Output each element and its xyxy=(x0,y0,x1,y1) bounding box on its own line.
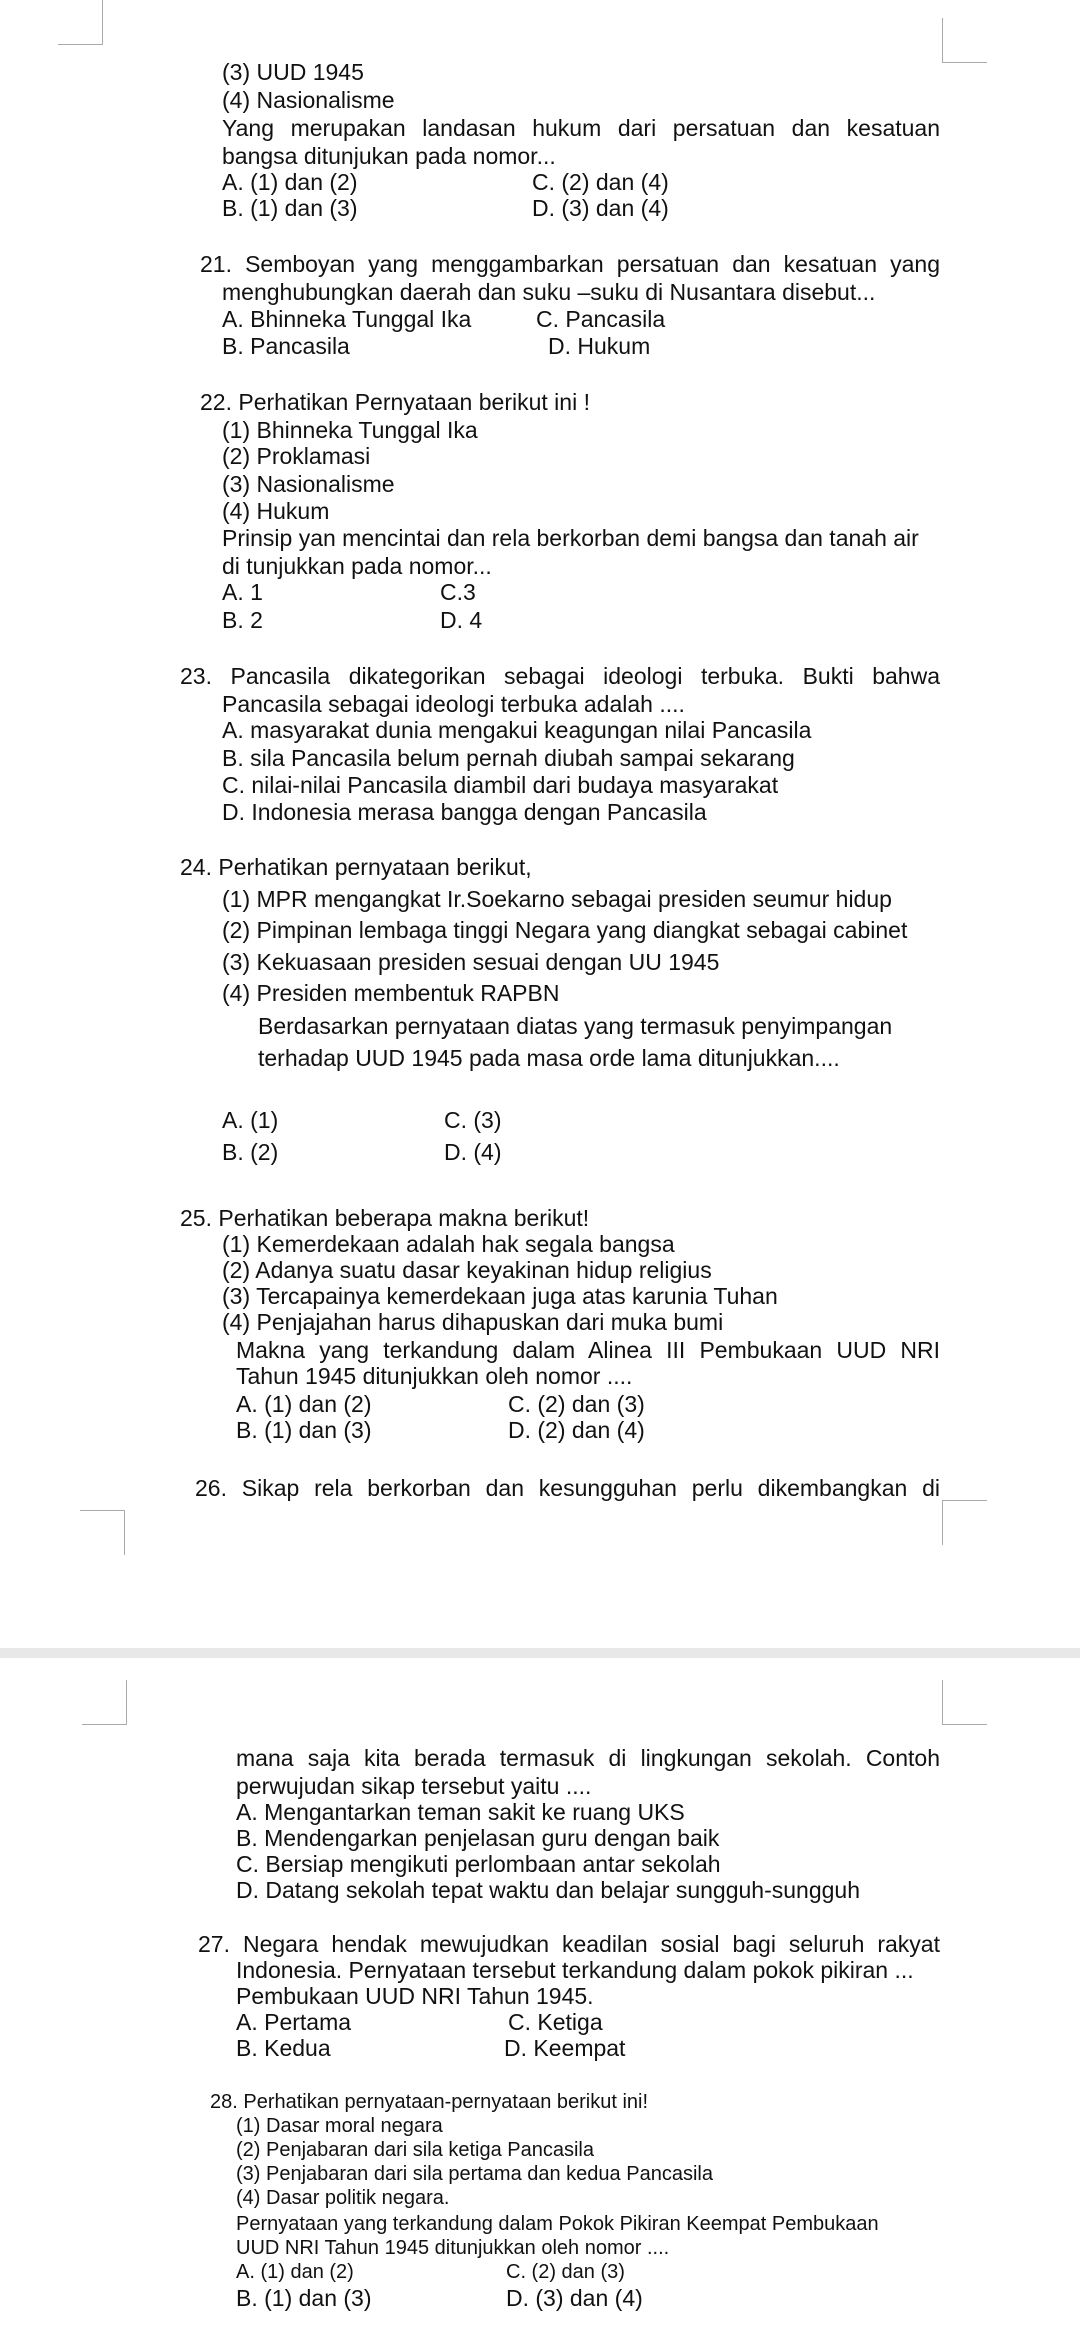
option-a[interactable]: A. (1) xyxy=(222,1107,279,1133)
option-c[interactable]: C. Pancasila xyxy=(536,306,666,332)
option-b[interactable]: B. 2 xyxy=(222,607,263,633)
question-prompt: Prinsip yan mencintai dan rela berkorban demi bangsa dan tanah air xyxy=(222,525,919,551)
list-item: (3) UUD 1945 xyxy=(222,59,364,85)
question-stem: perwujudan sikap tersebut yaitu .... xyxy=(236,1773,592,1799)
question-stem: Yang merupakan landasan hukum dari persatuan dan kesatuan xyxy=(222,115,940,141)
question-stem: menghubungkan daerah dan suku –suku di Nusantara disebut... xyxy=(222,279,876,305)
question-stem: 25. Perhatikan beberapa makna berikut! xyxy=(180,1205,590,1231)
option-d[interactable]: D. (3) dan (4) xyxy=(532,195,669,221)
list-item: (3) Tercapainya kemerdekaan juga atas karunia Tuhan xyxy=(222,1283,778,1309)
option-c[interactable]: C. (3) xyxy=(444,1107,502,1133)
list-item: (2) Adanya suatu dasar keyakinan hidup religius xyxy=(222,1257,712,1283)
option-a[interactable]: A. masyarakat dunia mengakui keagungan nilai Pancasila xyxy=(222,717,812,743)
option-c[interactable]: C.3 xyxy=(440,579,476,605)
list-item: (2) Proklamasi xyxy=(222,443,371,469)
option-d[interactable]: D. (4) xyxy=(444,1139,502,1165)
question-stem: mana saja kita berada termasuk di lingkungan sekolah. Contoh xyxy=(236,1745,940,1771)
crop-mark xyxy=(58,0,103,45)
list-item: (4) Dasar politik negara. xyxy=(236,2187,450,2209)
question-stem: 28. Perhatikan pernyataan-pernyataan berikut ini! xyxy=(210,2091,649,2113)
crop-mark xyxy=(80,1510,125,1555)
option-d[interactable]: D. Hukum xyxy=(548,333,651,359)
option-b[interactable]: B. (1) dan (3) xyxy=(236,1417,372,1443)
question-stem: 26. Sikap rela berkorban dan kesungguhan perlu dikembangkan di xyxy=(195,1475,940,1501)
question-prompt: Pernyataan yang terkandung dalam Pokok Pikiran Keempat Pembukaan xyxy=(236,2213,879,2235)
crop-mark xyxy=(942,18,987,63)
page-separator xyxy=(0,1648,1080,1658)
option-c[interactable]: C. (2) dan (3) xyxy=(506,2261,625,2283)
list-item: (3) Penjabaran dari sila pertama dan kedua Pancasila xyxy=(236,2163,713,2185)
question-prompt: UUD NRI Tahun 1945 ditunjukkan oleh nomor .... xyxy=(236,2237,670,2259)
option-a[interactable]: A. Pertama xyxy=(236,2009,352,2035)
list-item: (4) Nasionalisme xyxy=(222,87,395,113)
question-stem: bangsa ditunjukan pada nomor... xyxy=(222,143,556,169)
option-a[interactable]: A. Bhinneka Tunggal Ika xyxy=(222,306,472,332)
crop-mark xyxy=(942,1680,987,1725)
question-stem: 24. Perhatikan pernyataan berikut, xyxy=(180,854,532,880)
option-c[interactable]: C. (2) dan (3) xyxy=(508,1391,645,1417)
option-d[interactable]: D. Keempat xyxy=(504,2035,626,2061)
option-d[interactable]: D. (3) dan (4) xyxy=(506,2285,643,2311)
list-item: (4) Penjajahan harus dihapuskan dari muka bumi xyxy=(222,1309,724,1335)
question-stem: 23. Pancasila dikategorikan sebagai ideologi terbuka. Bukti bahwa xyxy=(180,663,940,689)
option-a[interactable]: A. Mengantarkan teman sakit ke ruang UKS xyxy=(236,1799,685,1825)
option-b[interactable]: B. Pancasila xyxy=(222,333,350,359)
question-stem: Pembukaan UUD NRI Tahun 1945. xyxy=(236,1983,594,2009)
question-prompt: di tunjukkan pada nomor... xyxy=(222,553,492,579)
option-d[interactable]: D. Datang sekolah tepat waktu dan belajar sungguh-sungguh xyxy=(236,1877,860,1903)
list-item: (3) Kekuasaan presiden sesuai dengan UU 1945 xyxy=(222,949,720,975)
option-d[interactable]: D. (2) dan (4) xyxy=(508,1417,645,1443)
option-c[interactable]: C. Ketiga xyxy=(508,2009,603,2035)
list-item: (1) Bhinneka Tunggal Ika xyxy=(222,417,478,443)
exam-page-2 xyxy=(0,1658,1080,2340)
question-prompt: Makna yang terkandung dalam Alinea III Pembukaan UUD NRI xyxy=(236,1337,940,1363)
option-a[interactable]: A. (1) dan (2) xyxy=(236,2261,354,2283)
list-item: (2) Penjabaran dari sila ketiga Pancasila xyxy=(236,2139,594,2161)
question-prompt: terhadap UUD 1945 pada masa orde lama ditunjukkan.... xyxy=(258,1045,840,1071)
question-stem: 27. Negara hendak mewujudkan keadilan sosial bagi seluruh rakyat xyxy=(198,1931,940,1957)
option-b[interactable]: B. (1) dan (3) xyxy=(236,2285,372,2311)
option-a[interactable]: A. (1) dan (2) xyxy=(222,169,358,195)
option-a[interactable]: A. (1) dan (2) xyxy=(236,1391,372,1417)
option-d[interactable]: D. 4 xyxy=(440,607,483,633)
question-stem: Indonesia. Pernyataan tersebut terkandung dalam pokok pikiran ... xyxy=(236,1957,914,1983)
list-item: (1) MPR mengangkat Ir.Soekarno sebagai presiden seumur hidup xyxy=(222,886,892,912)
question-stem: Pancasila sebagai ideologi terbuka adalah .... xyxy=(222,691,685,717)
question-stem: 21. Semboyan yang menggambarkan persatuan dan kesatuan yang xyxy=(200,251,940,277)
list-item: (1) Kemerdekaan adalah hak segala bangsa xyxy=(222,1231,675,1257)
option-b[interactable]: B. (1) dan (3) xyxy=(222,195,358,221)
list-item: (1) Dasar moral negara xyxy=(236,2115,443,2137)
option-c[interactable]: C. Bersiap mengikuti perlombaan antar sekolah xyxy=(236,1851,721,1877)
option-d[interactable]: D. Indonesia merasa bangga dengan Pancasila xyxy=(222,799,707,825)
option-c[interactable]: C. (2) dan (4) xyxy=(532,169,669,195)
list-item: (4) Hukum xyxy=(222,498,330,524)
question-stem: 22. Perhatikan Pernyataan berikut ini ! xyxy=(200,389,590,415)
question-prompt: Berdasarkan pernyataan diatas yang termasuk penyimpangan xyxy=(258,1013,893,1039)
list-item: (2) Pimpinan lembaga tinggi Negara yang diangkat sebagai cabinet xyxy=(222,917,908,943)
crop-mark xyxy=(942,1500,987,1545)
crop-mark xyxy=(82,1680,127,1725)
question-prompt: Tahun 1945 ditunjukkan oleh nomor .... xyxy=(236,1363,633,1389)
list-item: (3) Nasionalisme xyxy=(222,471,395,497)
option-c[interactable]: C. nilai-nilai Pancasila diambil dari budaya masyarakat xyxy=(222,772,779,798)
option-b[interactable]: B. Kedua xyxy=(236,2035,331,2061)
list-item: (4) Presiden membentuk RAPBN xyxy=(222,980,560,1006)
option-a[interactable]: A. 1 xyxy=(222,579,263,605)
option-b[interactable]: B. Mendengarkan penjelasan guru dengan baik xyxy=(236,1825,720,1851)
option-b[interactable]: B. sila Pancasila belum pernah diubah sampai sekarang xyxy=(222,745,795,771)
option-b[interactable]: B. (2) xyxy=(222,1139,279,1165)
